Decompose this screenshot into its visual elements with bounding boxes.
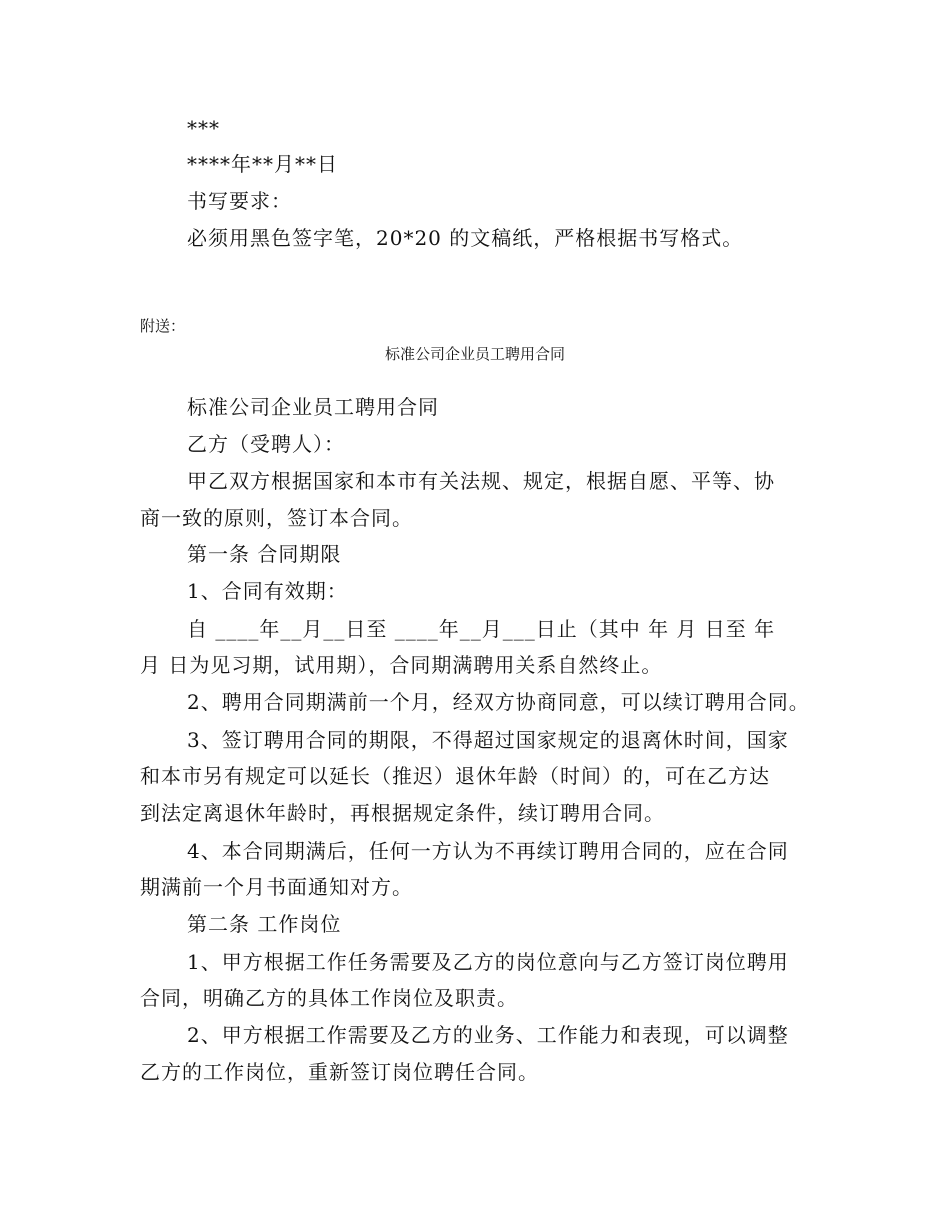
contract-title: 标准公司企业员工聘用合同 (187, 395, 439, 419)
article-1-item-1: 1、合同有效期： (187, 579, 348, 603)
date-placeholder: ****年**月**日 (187, 152, 338, 176)
article-2-item-2-line-1: 2、甲方根据工作需要及乙方的业务、工作能力和表现，可以调整 (187, 1023, 789, 1047)
contract-term-line-2: 月 日为见习期，试用期），合同期满聘用关系自然终止。 (140, 653, 663, 677)
contract-term-line-1: 自 ____年__月__日至 ____年__月___日止（其中 年 月 日至 年 (187, 617, 776, 641)
requirements-body: 必须用黑色签字笔，20*20 的文稿纸，严格根据书写格式。 (187, 226, 744, 250)
requirements-title: 书写要求： (187, 189, 292, 213)
article-1-item-3-line-3: 到法定离退休年龄时，再根据规定条件，续订聘用合同。 (140, 801, 665, 825)
attachment-heading: 标准公司企业员工聘用合同 (384, 345, 565, 363)
article-1-item-2: 2、聘用合同期满前一个月，经双方协商同意，可以续订聘用合同。 (187, 690, 810, 714)
article-2-item-1-line-2: 合同，明确乙方的具体工作岗位及职责。 (140, 986, 518, 1010)
article-2-item-2-line-2: 乙方的工作岗位，重新签订岗位聘任合同。 (140, 1060, 539, 1084)
article-1-item-3-line-1: 3、签订聘用合同的期限，不得超过国家规定的退离休时间，国家 (187, 728, 789, 752)
party-b-label: 乙方（受聘人）： (187, 432, 345, 456)
article-2-item-1-line-1: 1、甲方根据工作任务需要及乙方的岗位意向与乙方签订岗位聘用 (187, 950, 789, 974)
intro-paragraph-line-1: 甲乙双方根据国家和本市有关法规、规定，根据自愿、平等、协 (187, 469, 775, 493)
article-1-item-3-line-2: 和本市另有规定可以延长（推迟）退休年龄（时间）的，可在乙方达 (140, 764, 770, 788)
intro-paragraph-line-2: 商一致的原则，签订本合同。 (140, 506, 413, 530)
article-1-item-4-line-2: 期满前一个月书面通知对方。 (140, 875, 413, 899)
signature-placeholder: *** (187, 116, 220, 140)
article-1-item-4-line-1: 4、本合同期满后，任何一方认为不再续订聘用合同的，应在合同 (187, 839, 789, 863)
attachment-label: 附送： (140, 317, 186, 335)
article-1-heading: 第一条 合同期限 (187, 542, 342, 566)
article-2-heading: 第二条 工作岗位 (187, 912, 342, 936)
